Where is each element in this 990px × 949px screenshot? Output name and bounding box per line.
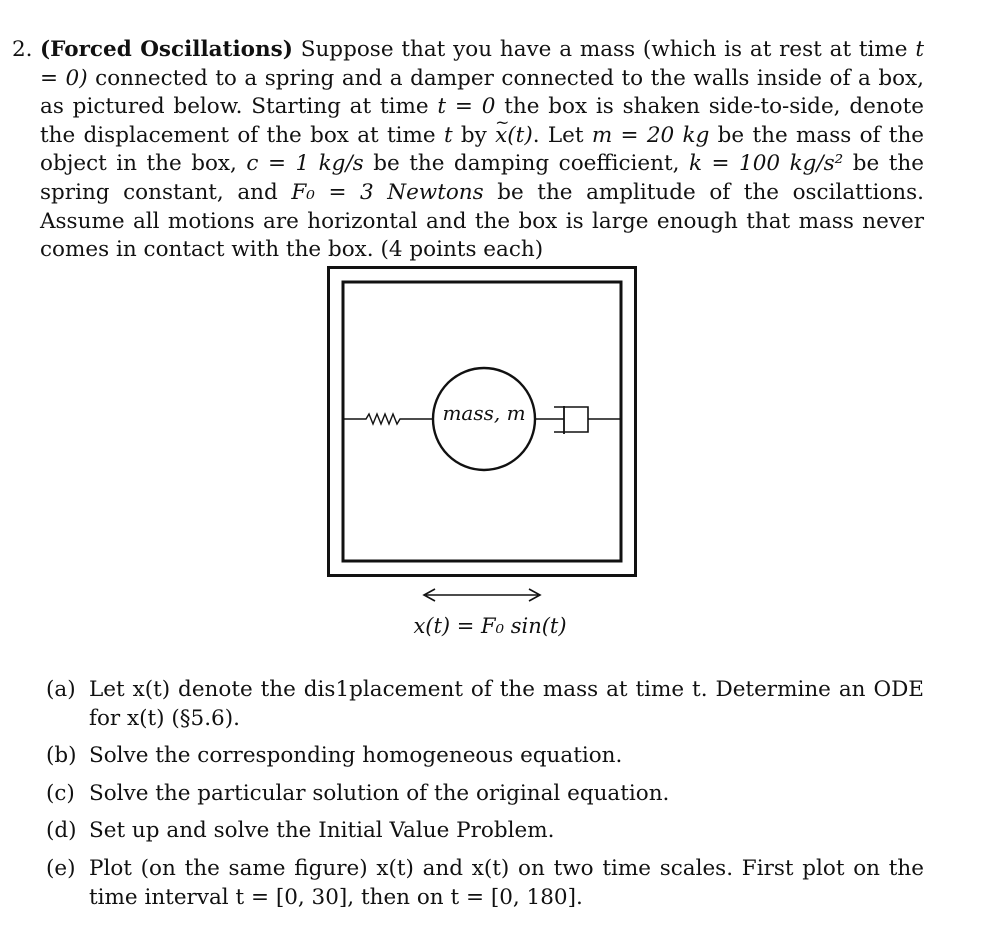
part-label: (a) xyxy=(46,677,76,702)
sentence-3: by xyxy=(460,122,487,148)
problem-text xyxy=(40,36,924,265)
part-label: (d) xyxy=(46,818,77,844)
part-text: Let x(t) denote the dis1placement of the mass at time t. Determine an ODE for x(t) (§5.6). xyxy=(89,677,924,731)
amplitude-value: F₀ = 3 Newtons xyxy=(291,179,484,205)
problem-title: (Forced Oscillations) xyxy=(40,37,293,62)
box-displacement-symbol: x(t) ~ xyxy=(495,122,533,151)
t-rest: t = 0) xyxy=(40,37,924,91)
sentence-4: . Let xyxy=(532,122,584,148)
sentence-7: be the spring constant, and xyxy=(40,151,924,205)
intro-text: Suppose that you have a mass (which is at rest at time xyxy=(300,37,908,62)
part-a xyxy=(46,676,924,733)
damping-value: c = 1 kg/s xyxy=(246,151,364,177)
part-text: Plot (on the same figure) x(t) and x(t) on two time scales. First plot on the time interval t = [0, 30], then on t = [0, 180]. xyxy=(89,855,924,910)
mass-label: mass, m xyxy=(442,401,526,425)
spring-damper-figure xyxy=(320,262,650,650)
displacement-label: x(t) = F₀ sin(t) xyxy=(413,614,567,638)
part-text: Solve the corresponding homogeneous equation. xyxy=(89,743,623,769)
spring xyxy=(344,414,432,424)
sentence-8: be the amplitude of the oscilattions. Assume all motions are horizontal and the box is large enough that mass never comes in contact with the box. (4 points each) xyxy=(40,179,924,263)
sentence-6: be the damping coefficient, xyxy=(373,151,680,177)
part-e xyxy=(46,855,924,912)
part-label: (c) xyxy=(46,780,75,806)
mass-value: m = 20 kg xyxy=(591,122,710,148)
part-label: (b) xyxy=(46,743,77,769)
t-start: t = 0 xyxy=(437,94,496,120)
t-var: t xyxy=(443,122,453,148)
sentence-2: the box is shaken side-to-side, denote the displacement of the box at time xyxy=(40,94,924,148)
part-text: Solve the particular solution of the original equation. xyxy=(89,780,670,806)
spring-value: k = 100 kg/s² xyxy=(689,151,844,177)
problem-statement xyxy=(12,36,924,265)
parts-list xyxy=(46,676,924,921)
part-c xyxy=(46,780,924,809)
part-d xyxy=(46,817,924,846)
part-text: Set up and solve the Initial Value Problem. xyxy=(89,818,555,844)
sentence-1: connected to a spring and a damper connected to the walls inside of a box, as pictured below. Starting at time xyxy=(40,65,925,120)
problem-number: 2. xyxy=(12,37,33,62)
part-b xyxy=(46,742,924,771)
box-diagram xyxy=(320,262,650,650)
sentence-5: be the mass of the object in the box, xyxy=(40,122,925,177)
part-label: (e) xyxy=(46,855,76,881)
